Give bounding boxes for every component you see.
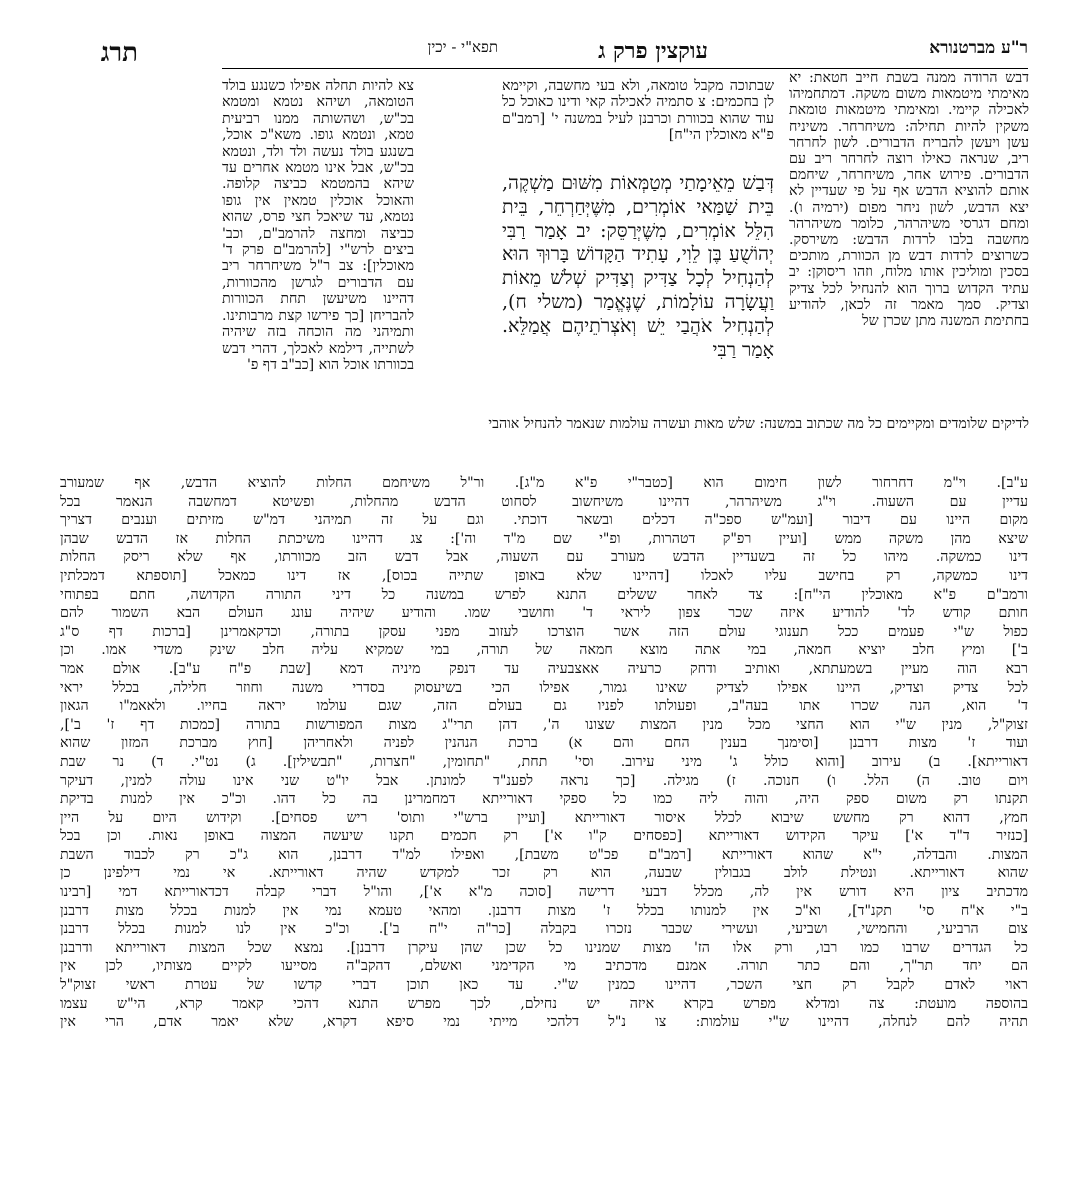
- commentary-line: ראוי לאדם לקבל רק חצי השכר, דהיינו כמנין ש"י. עד כאן תוכן דברי קדשו של עטרת ראשי זצוק"ל: [60, 977, 1028, 994]
- yachin-commentary: צא להיות תחלה אפילו כשנגע בולד הטומאה, ושיהא נטמא ומטמא בכ"ש, ושהשותה ממנו רביעית טמא, ונטמא גופו. משא"כ אוכל, בשנגע בולד נעשה ולד ולד, ונטמא בכ"ש, אבל אינו מטמא אחרים עד שיהא בהמטמא כביצה קלופה. והאוכל אוכלין טמאין אין גופו נטמא, עד שיאכל חצי פרס, שהוא כביצה ומחצה להרמב"ם, וכב' ביצים לרש"י [להרמב"ם פרק ד' מאוכלין]: צב ר"ל משיחרחר ריב עם הדבורים לגרשן מהכוורות, דהיינו משיעשן תחת הכוורות להבריחן [כך פירשו קצת מרבותינו. ותמיהני מה הוכחה בזה שיהיה לשתייה, דילמא לאכלך, דהרי דבש בכוורתו אוכל הוא [כב"ב דף פ': [222, 78, 414, 373]
- commentary-line: [כנזיר ד"ד א'] עיקר הקידוש דאורייתא [כפסחים ק"ו א'] רק חכמים תקנו שיעשה המצוה באופן נאות. וכן בכל: [60, 828, 1028, 845]
- boaz-commentary: [60, 474, 1028, 1174]
- bartenura-commentary: דבש הרודה ממנה בשבת חייב חטאת: יא מאימתי מיטמאות משום משקה. דמתחמיהו לאכילה קיימי. ומאימתי מיטמאות טומאת משקין להיות תחילה: משיחרחר. משיניח עשן ויעשן להבריח הדבורים. לשון לחרחר ריב, שנראה כאילו רוצה לחרחר ריב עם הדבורים. פירוש אחר, משיחרחר, שיחמם אותם להוציא הדבש אף על פי שעדיין לא יצא הדבש, לשון ניחר מפום (ירמיה ו). ומחם דגרסי משיהרהר, כלומר משיהרהר מחשבה בלבו לרדות הדבש: משירסק. כשרוצים לרדות דבש מן הכוורת, מותכים בסכין ומוליכין אותו מלוח, וזהו ריסוקן: יב עתיד הקדוש ברוך הוא להנחיל לכל צדיק וצדיק. סמך מאמר זה לכאן, להודיע בחתימת המשנה מתן שכרן של: [789, 70, 1029, 330]
- commentary-line: כפול ש"י פעמים ככל תענוגי עולם הזה אשר הוצרכו לעזוב מפני עסקן בתורה, וכדקאמרינן [ברכות דף ס"ג: [60, 623, 1028, 640]
- commentary-line: ועוד ז' מצות דרבנן [וסימנך בענין החם והם א) ברכת הנהנין לפניה ולאחריהן [חוץ מברכת המזון שהוא: [60, 735, 1028, 752]
- page-number: תרג: [100, 38, 138, 68]
- commentary-sign: תפא"י - יכין: [427, 38, 498, 56]
- commentary-line: מדכתיב ציון היא דורש אין לה, מכלל דבעי דרישה [סוכה מ"א א'], והו"ל דברי קבלה דכדאורייתא דמי [רבינו: [60, 884, 1028, 901]
- commentary-line: צום הרביעי, והחמישי, ושביעי, ועשירי שכבר נזכרו בקבלה [כר"ה י"ח ב']. וכ"כ אין לנו למנות בכלל דרבנן: [60, 921, 1028, 938]
- commentary-line: שיצא מהן משקה ממש [ועיין רפ"ק דטהרות, ופ"י שם מ"ד וה']: צג דהיינו משיכתת החלות אז הדבש שבהן: [60, 530, 1028, 547]
- commentary-line: ב'] ומיץ חלב יוציא חמאה, במי אתה מוצא חמאה של תורה, במי שמקיא עליה חלב שינק משדי אמו. וכן: [60, 642, 1028, 659]
- commentary-line: תקנתו רק משום ספק היה, והוה ליה כמו כל ספקי דאורייתא דמחמרינן בה כל דהו. וכ"כ אין למנות בדיקת: [60, 791, 1028, 808]
- commentary-line: דינו כמשקה. מיהו כל זה בשעדיין הדבש מעורב עם השעוה, אבל דבש הזב מכוורתו, אף שלא ריסק החלות: [60, 549, 1028, 566]
- commentary-line: עדיין עם השעוה. וי"ג משיהרהר, דהיינו משיחשוב לסחוט הדבש מהחלות, ופשיטא דמחשבה הנאמר בכל: [60, 493, 1028, 510]
- commentary-line: ורמב"ם פ"א מאוכלין הי"ח]: צד לאחר ששלים התנא לפרש במשנה כל דיני התורה הקדושה, חתם בפתוחי: [60, 586, 1028, 603]
- commentary-line: כל הגדרים שרבו כמו רבו, ורק אלו הז' מצות שמנינו כל שכן שהן עיקרן דרבנן]. נמצא שכל המצות דאורייתא ודרבנן: [60, 939, 1028, 956]
- commentary-line: ד' הוא, הנה שכרו אתו בעה"ב, ופעולתו לפניו גם בעולם הזה, שגם עולמו יראה בחייו. ולאאמ"ו הגאון: [60, 698, 1028, 715]
- commentary-line: דאורייתא]. ב) עירוב [והוא כולל ג' מיני עירוב. וסי' תחת, "תחומין, "חצרות, "תבשילין]. ג) נט"י. ד) נר שבת: [60, 753, 1028, 770]
- commentary-line: מקום היינו עם דיבור [ועמ"ש ספכ"ה דכלים ובשאר דוכתי. וגם על זה תמיהני דמ"ש מזיתים וענבים דצריך: [60, 512, 1028, 529]
- commentary-title: ר"ע מברטנורא: [929, 38, 1028, 58]
- commentary-line: הם יחד תר"ך, והם כתר תורה. אמנם מדכתיב מי הקדימני ואשלם, דהקב"ה מסייעו לקיים מצותיו, לכן אין: [60, 958, 1028, 975]
- tractate-chapter: עוקצין פרק ג: [598, 38, 708, 64]
- commentary-line: חותם קודש לד' להודיע איזה שכר צפון ליראי ד' וחושבי שמו. והודיע שיהיה עונג העולם הבא השמור להם: [60, 605, 1028, 622]
- commentary-line: המצות. והבדלה, י"א שהוא דאורייתא [רמב"ם פכ"ט משבת], ואפילו למ"ד דרבנן, הוא ג"כ רק לכבוד השבת: [60, 846, 1028, 863]
- running-header: [60, 38, 1028, 70]
- mishnah-text: דְּבַשׁ מֵאֵימָתַי מְטַמְּאוֹת מִשּׁוּם מַשְׁקֶה, בֵּית שַׁמַּאי אוֹמְרִים, מִשֶּׁיְּחַרְחֵר, בֵּית הִלֵּל אוֹמְרִים, מִשֶּׁיְּרַסֵּק: יב אָמַר רַבִּי יְהוֹשֻׁעַ בֶּן לֵוִי, עָתִיד הַקָּדוֹשׁ בָּרוּךְ הוּא לְהַנְחִיל לְכָל צַדִּיק וְצַדִּיק שְׁלֹשׁ מֵאוֹת וַעֲשָׂרָה עוֹלָמוֹת, שֶׁנֶּאֱמַר (משלי ח), לְהַנְחִיל אֹהֲבַי יֵשׁ וְאֹצְרֹתֵיהֶם אֲמַלֵּא. אָמַר רַבִּי: [502, 172, 774, 361]
- commentary-line: בהוספה מועטת: צה ומדלא מפרש בקרא איזה יש נחילם, לכך מפרש התנא דהכי קאמר קרא, הי"ש עצמו: [60, 995, 1028, 1012]
- commentary-line: שהוא דאורייתא. ונטילת לולב בגבולין שבעה, הוא רק זכר למקדש שהיה דאורייתא. אי נמי דילפינן כן: [60, 865, 1028, 882]
- commentary-line: דינו כמשקה, רק בחישב עליו לאכלו [דהיינו שלא באופן שתייה בכוס], אז דינו כמאכל [תוספתא דמכלתין: [60, 567, 1028, 584]
- commentary-line: ב"י א"ח סי' תקנ"ד], וא"כ אין למנותו בכלל ז' מצות דרבנן. ומהאי טעמא נמי אין למנות בכלל מצות דרבנן: [60, 902, 1028, 919]
- commentary-line: ע"ב]. וי"מ דחרחור לשון חימום הוא [כטבר"י פ"א מ"ג]. ור"ל משיחמם החלות להוציא הדבש, אף שמעורב: [60, 475, 1028, 491]
- tiferet-yisrael-top: שבתוכה מקבל טומאה, ולא בעי מחשבה, וקיימא לן בחכמים: צ סתמיה לאכילה קאי ודינו כאוכל כל עוד שהוא בכוורת וכרבנן לעיל במשנה י' [רמב"ם פ"א מאוכלין הי"ח]: [502, 78, 774, 144]
- commentary-line: זצוק"ל, מנין ש"י הוא החצי מכל מנין המצות שצונו ה', דהן תרי"ג מצות המפורשות בתורה [כמכות דף ז' ב'],: [60, 716, 1028, 733]
- commentary-line: לכל צדיק וצדיק, היינו אפילו לצדיק שאינו גמור, אפילו הכי בשיעסוק בסדרי משנה וחוזר חלילה, בכלל יראי: [60, 679, 1028, 696]
- commentary-line: תהיה להם לנחלה, דהיינו ש"י עולמות: צו נ"ל דלהכי מייתי נמי סיפא דקרא, שלא יאמר אדם, הרי אין: [60, 1014, 1028, 1031]
- commentary-line: ויום טוב. ה) הלל. ו) חנוכה. ז) מגילה. [כך נראה לפענ"ד למונתן. אבל יו"ט שני אינו עולה למנין, דעיקר: [60, 772, 1028, 789]
- header-rule: [222, 68, 1028, 69]
- bartenura-continuation: לדיקים שלומדים ומקיימים כל מה שכתוב במשנה: שלש מאות ועשרה עולמות שנאמר להנחיל אוהבי: [488, 416, 1029, 432]
- commentary-line: רבא הוה מעיין בשמעתתא, ואותיב ודחק כרעיה אאצבעיה עד דנפק מיניה דמא [שבת פ"ח ע"ב]. אולם אמר: [60, 660, 1028, 677]
- commentary-line: חמץ, דהוא רק מחשש שיבוא לכלל איסור דאורייתא [ועיין ברש"י ותוס' ריש פסחים]. וקידוש היום על היין: [60, 809, 1028, 826]
